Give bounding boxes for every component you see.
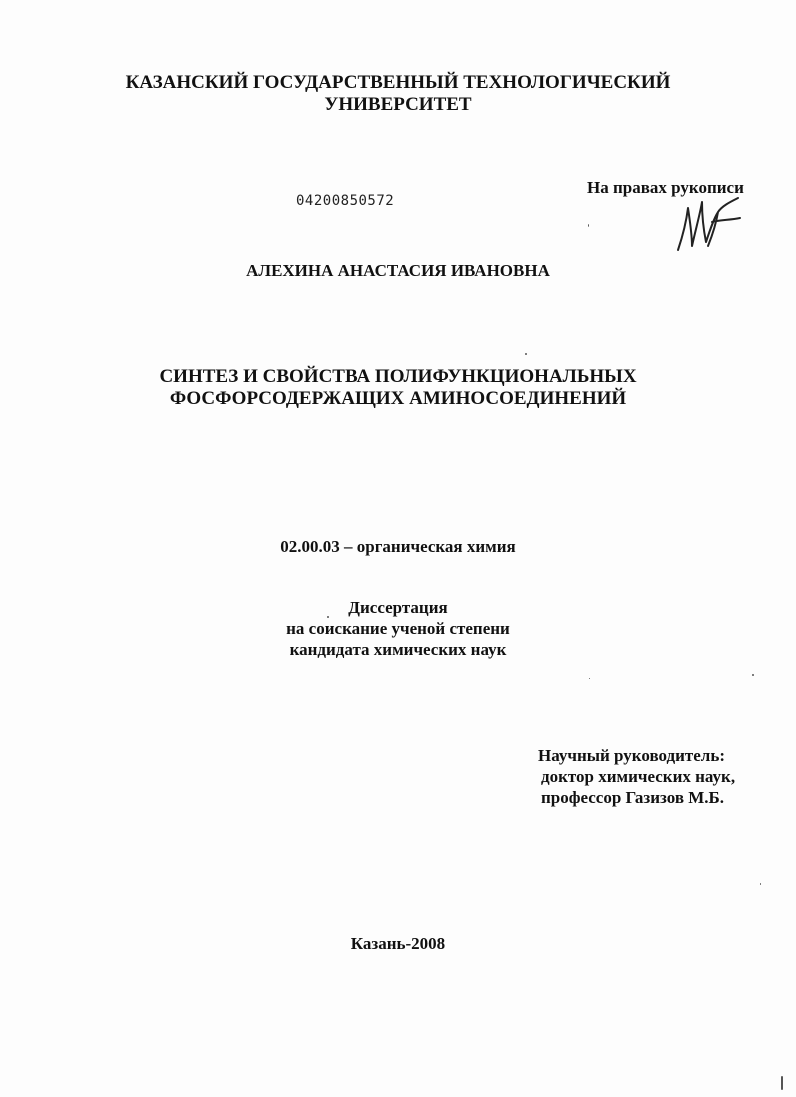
degree-line3: кандидата химических наук [289, 640, 507, 659]
place-and-year: Казань-2008 [350, 934, 446, 953]
supervisor-degree: доктор химических наук, [541, 767, 736, 786]
university-name-line1: КАЗАНСКИЙ ГОСУДАРСТВЕННЫЙ ТЕХНОЛОГИЧЕСКИЙ [125, 72, 671, 93]
scan-speck [752, 674, 754, 676]
scan-speck [588, 224, 589, 227]
university-name-line2: УНИВЕРСИТЕТ [324, 94, 472, 115]
registry-number: 04200850572 [296, 193, 395, 209]
supervisor-label: Научный руководитель: [538, 746, 725, 765]
degree-line2: на соискание ученой степени [286, 619, 510, 638]
author-name: АЛЕХИНА АНАСТАСИЯ ИВАНОВНА [246, 261, 550, 280]
manuscript-rights-note: На правах рукописи [587, 178, 744, 197]
degree-line1: Диссертация [348, 598, 448, 617]
scan-speck [327, 616, 329, 618]
handwritten-signature [668, 188, 758, 258]
specialty-code: 02.00.03 – органическая химия [280, 537, 516, 556]
thesis-title-line1: СИНТЕЗ И СВОЙСТВА ПОЛИФУНКЦИОНАЛЬНЫХ [159, 366, 637, 387]
scan-speck [760, 883, 761, 885]
scan-speck [781, 1076, 783, 1090]
scan-speck [525, 353, 527, 355]
supervisor-name: профессор Газизов М.Б. [541, 788, 725, 807]
scan-speck [589, 678, 590, 679]
thesis-title-line2: ФОСФОРСОДЕРЖАЩИХ АМИНОСОЕДИНЕНИЙ [169, 388, 627, 409]
